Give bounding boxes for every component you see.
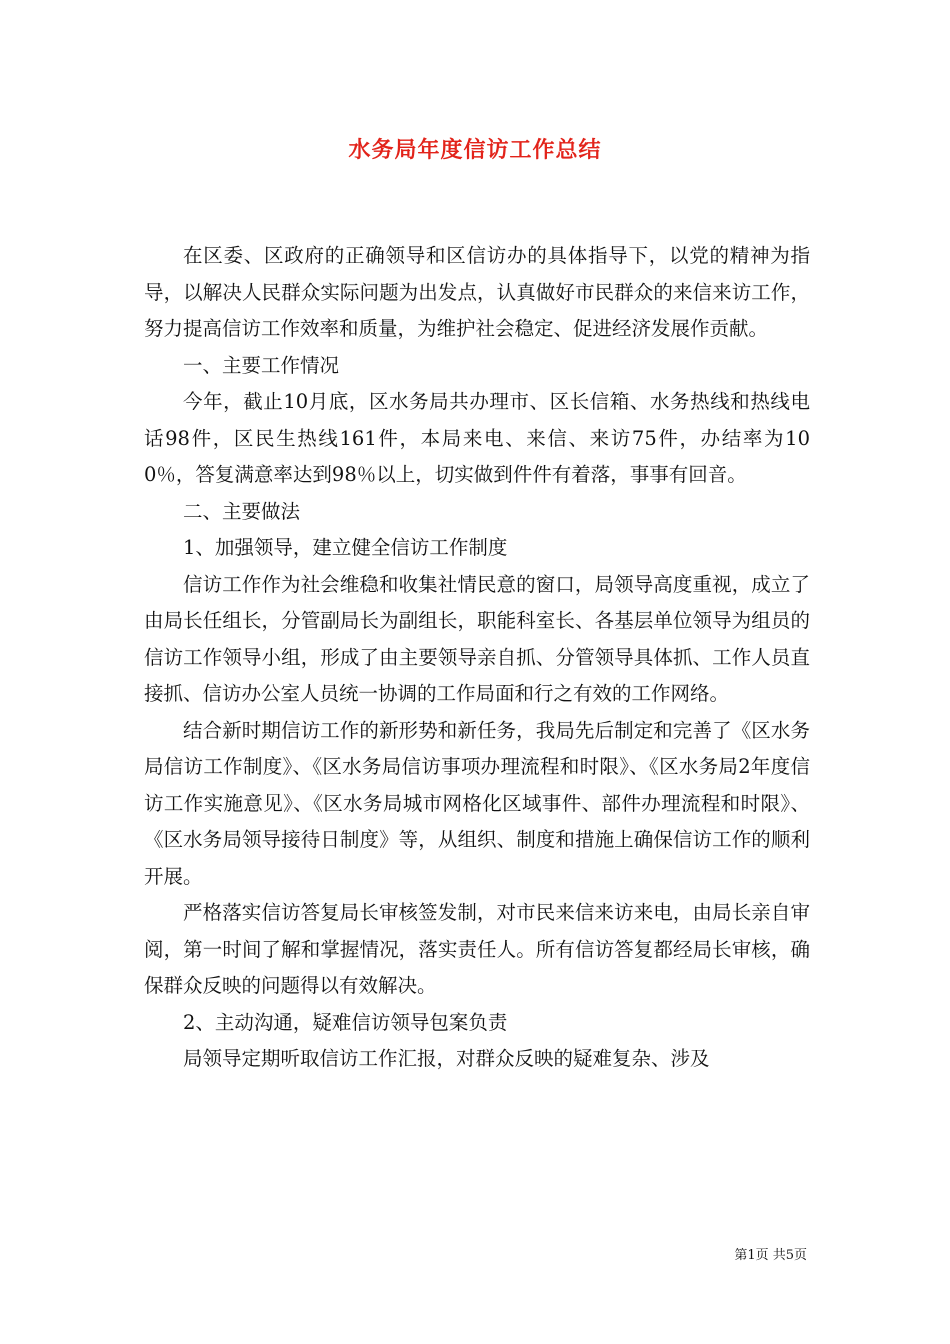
- section-heading-methods: 二、主要做法: [183, 499, 301, 523]
- paragraph-leadership-group: 信访工作作为社会维稳和收集社情民意的窗口，局领导高度重视，成立了由局长任组长，分管副局长为副组长，职能科室长、各基层单位领导为组员的信访工作领导小组，形成了由主要领导亲自抓、分管领导具体抓、工作人员直接抓、信访办公室人员统一协调的工作局面和行之有效的工作网络。: [144, 572, 810, 705]
- paragraph-work-stats: 今年，截止10月底，区水务局共办理市、区长信箱、水务热线和热线电话98件，区民生热线161件，本局来电、来信、来访75件，办结率为100％，答复满意率达到98％以上，切实做到件件有着落，事事有回音。: [144, 390, 810, 486]
- document-title: 水务局年度信访工作总结: [348, 137, 602, 163]
- subheading-leadership: 1、加强领导，建立健全信访工作制度: [183, 536, 508, 559]
- paragraph-leader-reports: 局领导定期听取信访工作汇报，对群众反映的疑难复杂、涉及: [183, 1047, 710, 1070]
- document-body: [144, 238, 810, 1078]
- page-number-footer: 第1页 共5页: [734, 1248, 807, 1263]
- paragraph-regulations: 结合新时期信访工作的新形势和新任务，我局先后制定和完善了《区水务局信访工作制度》、《区水务局信访事项办理流程和时限》、《区水务局2年度信访工作实施意见》、《区水务局城市网格化区域事件、部件办理流程和时限》、《区水务局领导接待日制度》等，从组织、制度和措施上确保信访工作的顺利开展。: [144, 718, 810, 888]
- section-heading-main-work: 一、主要工作情况: [183, 353, 340, 377]
- paragraph-review-system: 严格落实信访答复局长审核签发制，对市民来信来访来电，由局长亲自审阅，第一时间了解和掌握情况，落实责任人。所有信访答复都经局长审核，确保群众反映的问题得以有效解决。: [144, 901, 810, 997]
- paragraph-intro: 在区委、区政府的正确领导和区信访办的具体指导下，以党的精神为指导，以解决人民群众实际问题为出发点，认真做好市民群众的来信来访工作，努力提高信访工作效率和质量，为维护社会稳定、促进经济发展作贡献。: [144, 244, 810, 340]
- subheading-communication: 2、主动沟通，疑难信访领导包案负责: [183, 1010, 508, 1034]
